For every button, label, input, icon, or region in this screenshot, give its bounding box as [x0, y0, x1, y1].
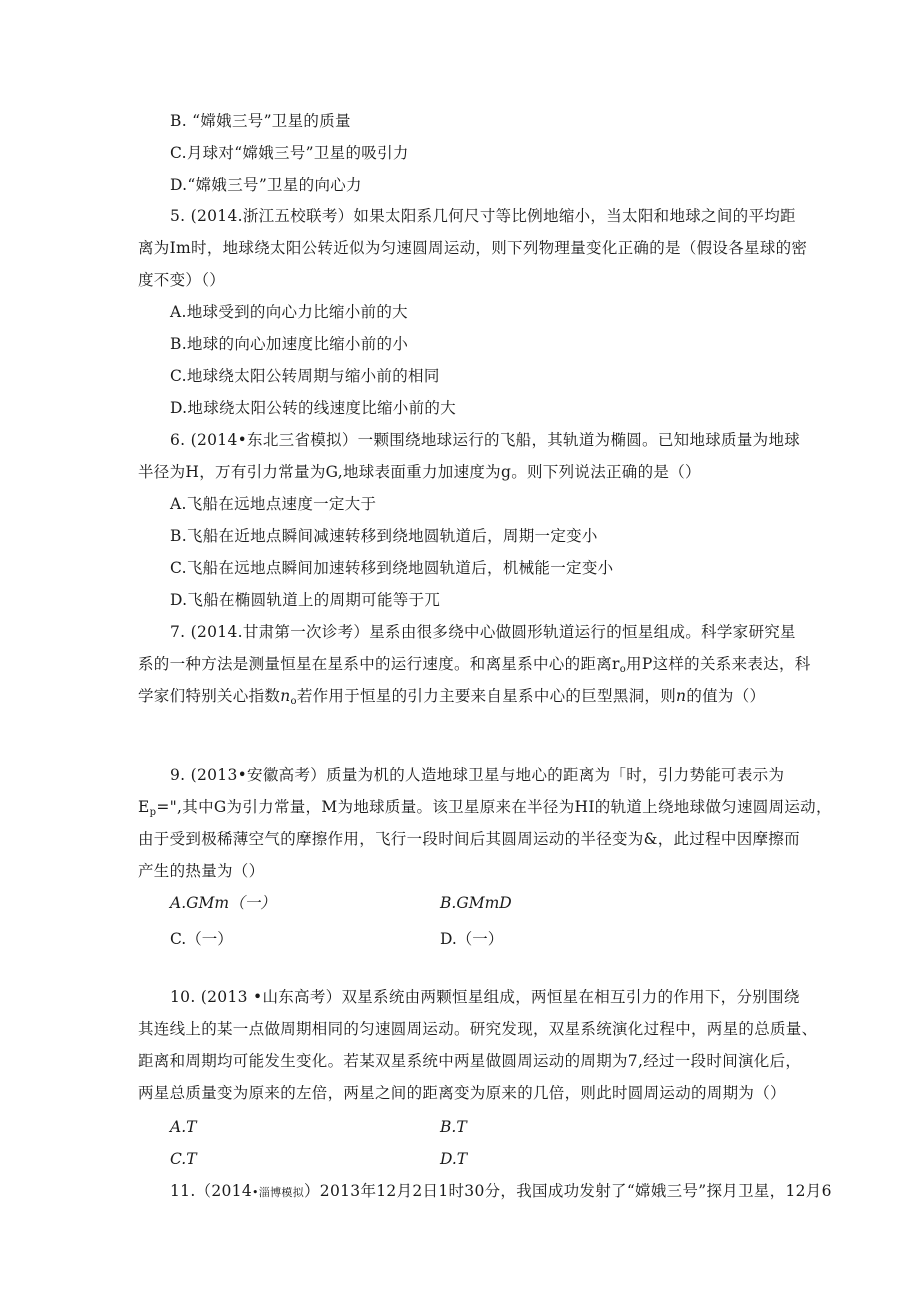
q11-line1-source: •淄博模拟: [252, 1186, 304, 1199]
q7-line2-text-a: 系的一种方法是测量恒星在星系中的运行速度。和离星系中心的距离r: [138, 655, 620, 673]
q5-stem-line1: 5. (2014.浙江五校联考）如果太阳系几何尺寸等比例地缩小，当太阳和地球之间的平均距: [170, 207, 796, 225]
q7-line3-subscript: o: [290, 696, 297, 707]
q10-option-a: A.T: [170, 1118, 197, 1136]
q10-option-d: D.T: [440, 1150, 468, 1168]
q5-option-a: A.地球受到的向心力比缩小前的大: [170, 303, 408, 321]
q9-stem-line2: [138, 797, 832, 823]
q7-stem-line1: 7. (2014.甘肃第一次诊考）星系由很多绕中心做圆形轨道运行的恒星组成。科学家研究星: [170, 623, 796, 641]
q10-stem-line1: 10. (2013 •山东高考）双星系统由两颗恒星组成，两恒星在相互引力的作用下，分别围绕: [170, 988, 800, 1006]
q6-option-a: A.飞船在远地点速度一定大于: [170, 495, 377, 513]
q7-stem-line3: [138, 686, 765, 712]
q10-stem-line4: 两星总质量变为原来的左倍，两星之间的距离变为原来的几倍，则此时圆周运动的周期为（）: [138, 1084, 786, 1102]
q9-option-a: A.GMm（一）: [170, 894, 276, 912]
q9-option-b: B.GMmD: [440, 894, 512, 912]
q9-line2-subscript: p: [149, 807, 157, 818]
q11-line1-text-a: 11.（2014: [170, 1182, 252, 1200]
q6-stem-line2: 半径为H，万有引力常量为G,地球表面重力加速度为g。则下列说法正确的是（）: [138, 463, 701, 481]
q7-line2-text-b: 用P这样的关系来表达，科: [626, 655, 811, 673]
q10-stem-line2: 其连线上的某一点做周期相同的匀速圆周运动。研究发现，双星系统演化过程中，两星的总质量、: [138, 1020, 818, 1038]
q9-stem-line1: 9. (2013•安徽高考）质量为机的人造地球卫星与地心的距离为「时，引力势能可表示为: [170, 766, 785, 784]
q9-stem-line4: 产生的热量为（）: [138, 862, 265, 880]
q5-option-b: B.地球的向心加速度比缩小前的小: [170, 335, 409, 353]
q7-line2-subscript: o: [619, 664, 627, 675]
q7-line3-text-a: 学家们特别关心指数: [138, 687, 281, 705]
q10-option-c: C.T: [170, 1150, 197, 1168]
q9-stem-line3: 由于受到极稀薄空气的摩擦作用，飞行一段时间后其圆周运动的半径变为&，此过程中因摩擦而: [138, 830, 800, 848]
q9-line2-text-a: E: [138, 798, 150, 816]
q7-line3-var-n: n: [280, 687, 291, 705]
q5-stem-line3: 度不变）（）: [138, 271, 226, 289]
q5-option-c: C.地球绕太阳公转周期与缩小前的相同: [170, 367, 440, 385]
q9-option-c: C.（一）: [170, 930, 233, 948]
q6-option-b: B.飞船在近地点瞬间减速转移到绕地圆轨道后，周期一定变小: [170, 527, 598, 545]
q10-stem-line3: 距离和周期均可能发生变化。若某双星系统中两星做圆周运动的周期为7,经过一段时间演化后，: [138, 1052, 802, 1070]
q6-option-c: C.飞船在远地点瞬间加速转移到绕地圆轨道后，机械能一定变小: [170, 559, 614, 577]
q11-stem-line1: [170, 1181, 832, 1203]
q7-line3-text-b: 若作用于恒星的引力主要来自星系中心的巨型黑洞，则: [296, 687, 677, 705]
q6-stem-line1: 6. (2014•东北三省模拟）一颗围绕地球运行的飞船，其轨道为椭圆。已知地球质量为地球: [170, 431, 801, 449]
q9-option-d: D.（一）: [440, 930, 504, 948]
q7-line3-text-c: 的值为（）: [686, 687, 766, 705]
q7-line3-var-n2: n: [676, 687, 687, 705]
q5-stem-line2: 离为Im时，地球绕太阳公转近似为匀速圆周运动，则下列物理量变化正确的是（假设各星球的密: [138, 239, 808, 257]
q11-line1-text-b: ）2013年12月2日1时30分，我国成功发射了“嫦娥三号”探月卫星，12月6: [304, 1182, 832, 1200]
q5-option-d: D.地球绕太阳公转的线速度比缩小前的大: [170, 399, 457, 417]
q4-option-c: C.月球对“嫦娥三号”卫星的吸引力: [170, 144, 409, 162]
q6-option-d: D.飞船在椭圆轨道上的周期可能等于兀: [170, 591, 441, 609]
q4-option-b: B. “嫦娥三号”卫星的质量: [170, 112, 351, 130]
q10-option-b: B.T: [440, 1118, 467, 1136]
q9-line2-text-b: =",其中G为引力常量，M为地球质量。该卫星原来在半径为HI的轨道上绕地球做匀速圆周运动，: [156, 798, 832, 816]
q7-stem-line2: [138, 654, 811, 680]
q4-option-d: D.“嫦娥三号”卫星的向心力: [170, 176, 362, 194]
